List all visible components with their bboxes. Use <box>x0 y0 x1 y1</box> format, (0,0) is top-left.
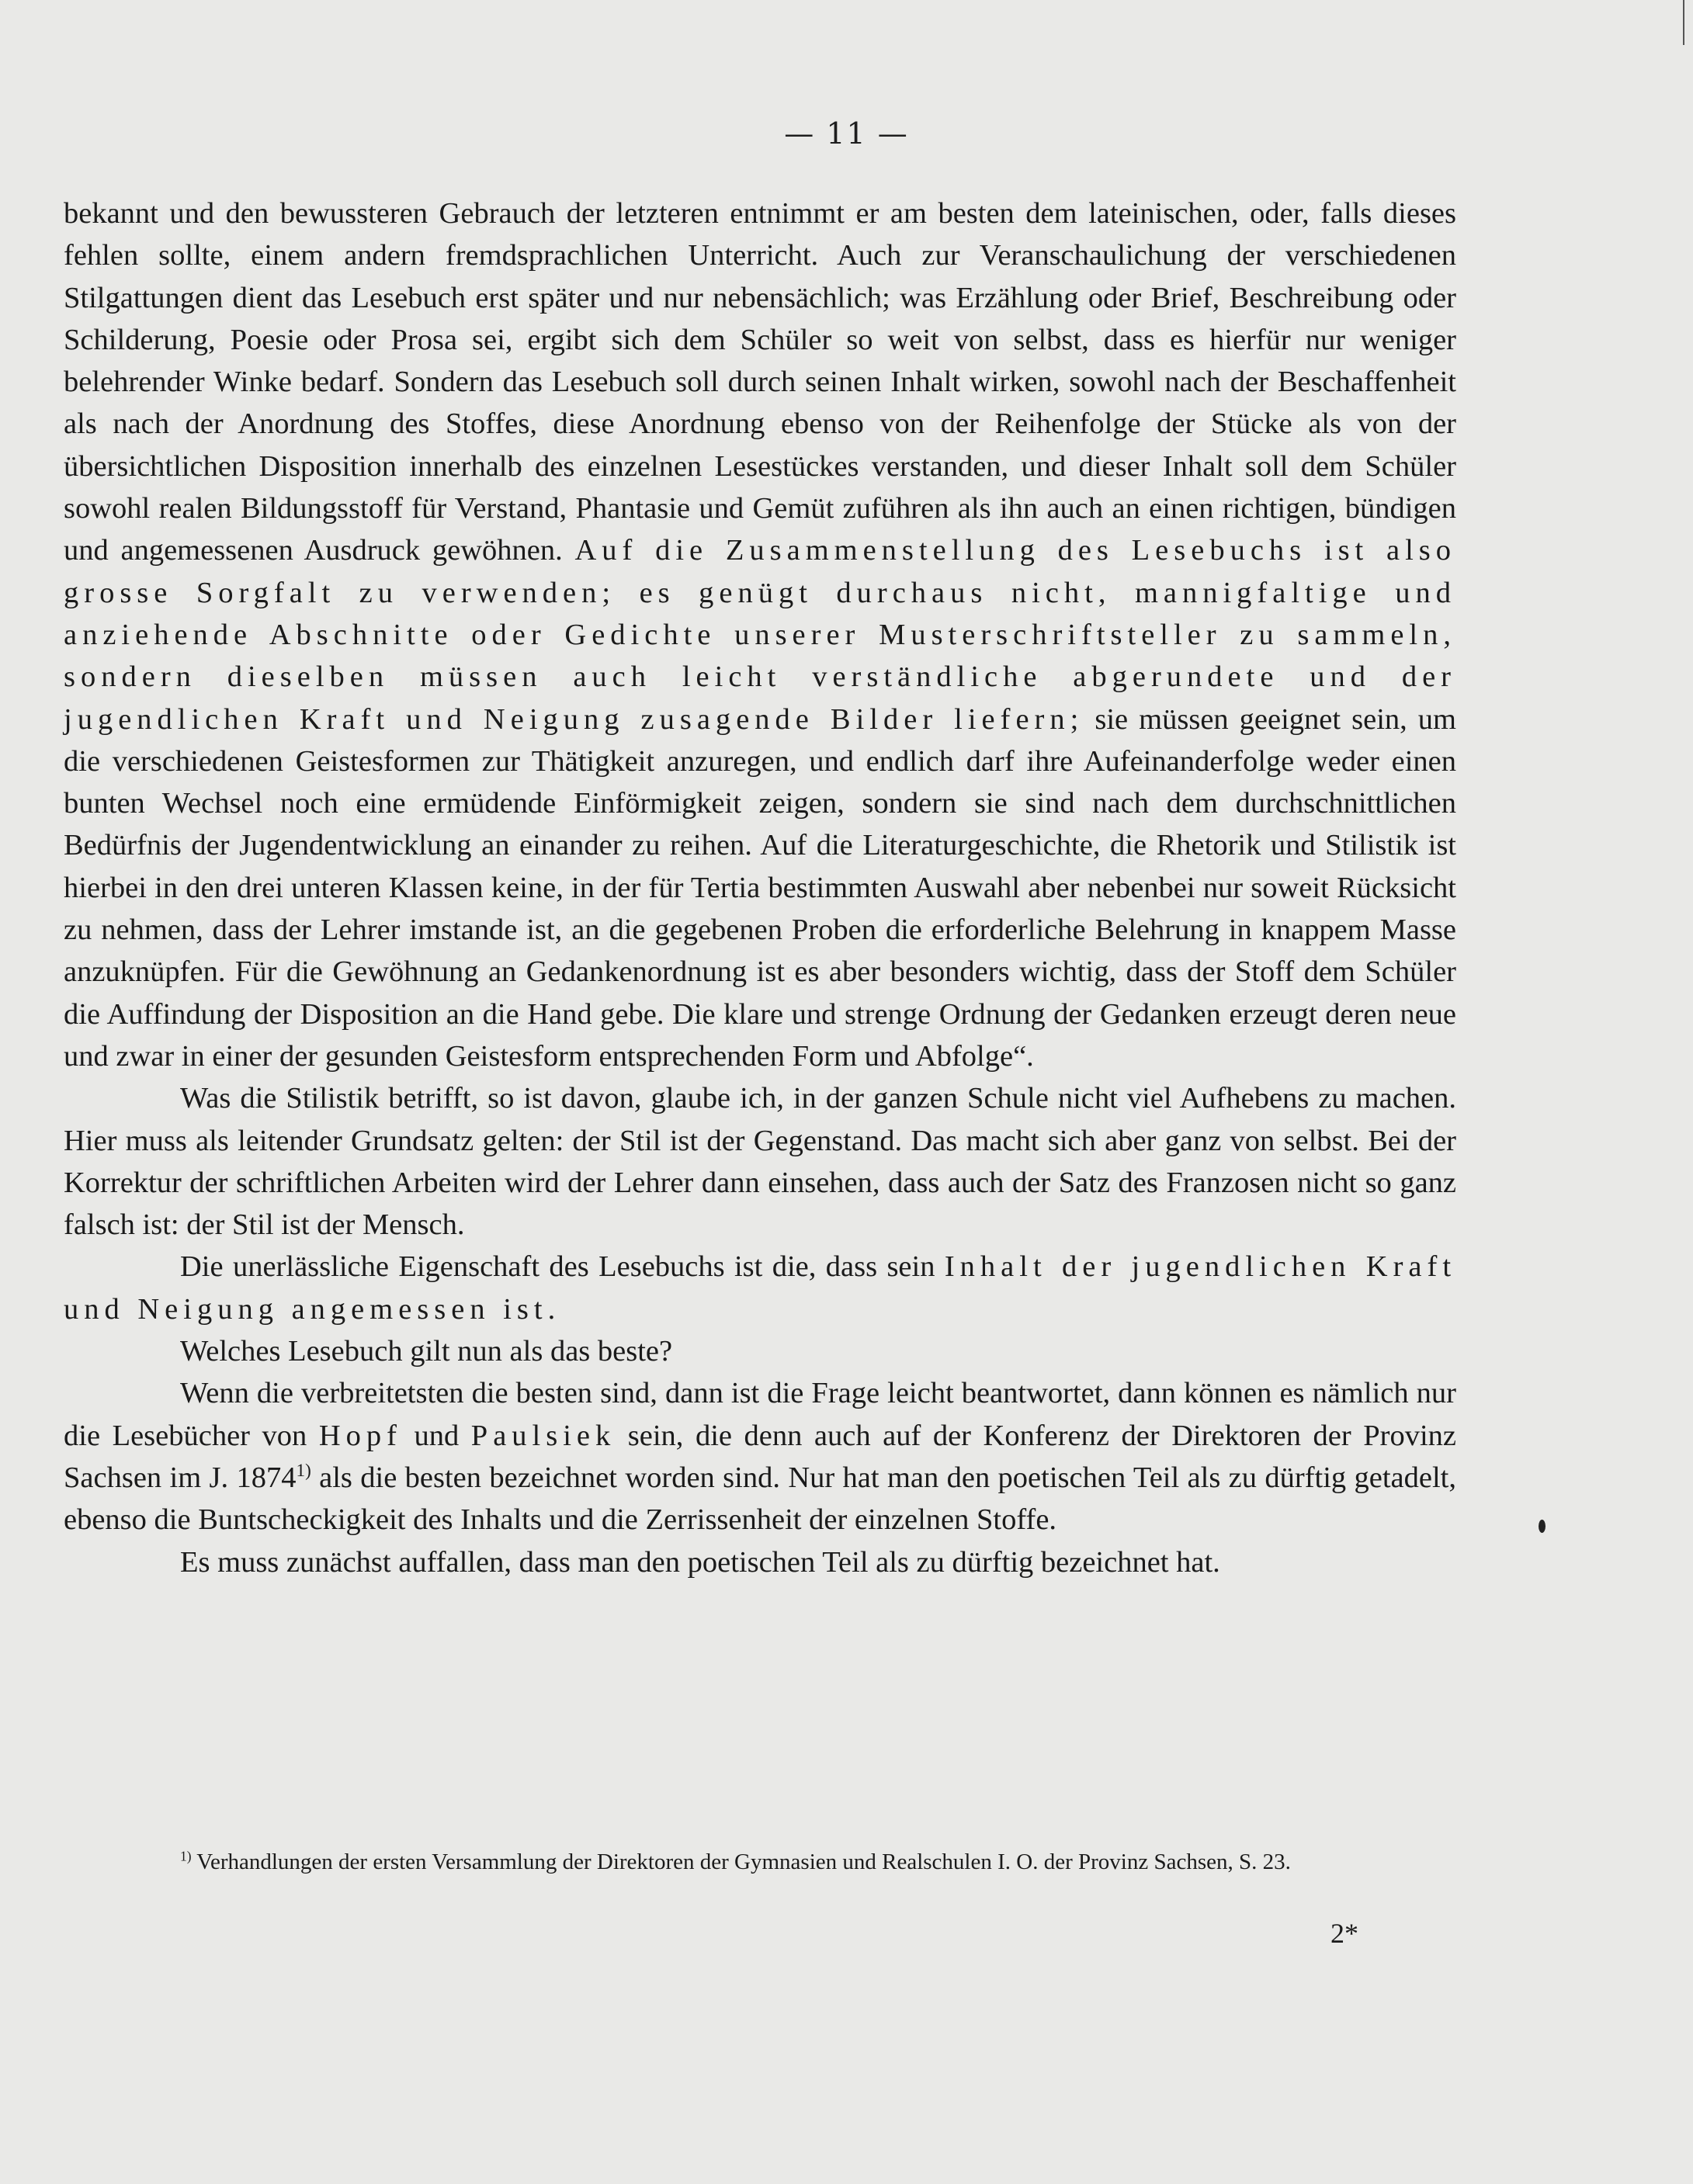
text-segment: Die unerlässliche Eigenschaft des Lesebuchs ist die, dass sein <box>180 1250 945 1284</box>
margin-dot <box>1539 1520 1546 1533</box>
spaced-emphasis: Inhalt der jugendlichen Kraft und Neigung angemessen ist. <box>64 1250 1457 1326</box>
paragraph <box>64 1077 1456 1246</box>
text-segment: Welches Lesebuch gilt nun als das beste? <box>180 1335 673 1368</box>
paragraph <box>64 1246 1456 1330</box>
paragraph <box>64 192 1456 1077</box>
footnote-marker: 1) <box>180 1848 192 1864</box>
text-segment: sie müssen geeignet sein, um die verschiedenen Geistesformen zur Thätigkeit anzuregen, und endlich darf ihre Aufeinanderfolge weder einen bunten Wechsel noch eine ermüdende Einförmigkeit zeigen, sondern sie sind nach dem durchschnittlichen Bedürfnis der Jugendentwicklung an einander zu reihen. Auf die Literaturgeschichte, die Rhetorik und Stilistik ist hierbei in den drei unteren Klassen keine, in der für Tertia bestimmten Auswahl aber nebenbei nur soweit Rücksicht zu nehmen, dass der Lehrer imstande ist, an die gegebenen Proben die erforderliche Belehrung in knappem Masse anzuknüpfen. Für die Gewöhnung an Gedankenordnung ist es aber besonders wichtig, dass der Stoff dem Schüler die Auffindung der Disposition an die Hand gebe. Die klare und strenge Ordnung der Gedanken erzeugt deren neue und zwar in einer der gesunden Geistesform entsprechenden Form und Abfolge“. <box>64 702 1456 1073</box>
text-segment: als die besten bezeichnet worden sind. Nur hat man den poetischen Teil als zu dürftig getadelt, ebenso die Buntscheckigkeit des Inhalts und die Zerrissenheit der einzelnen Stoffe. <box>64 1461 1456 1537</box>
text-segment: sein, die denn auch auf der Konferenz der Direktoren der Provinz Sachsen im J. 1874 <box>64 1419 1456 1494</box>
footnote-1 <box>64 1846 1456 1879</box>
spaced-emphasis: Auf die Zusammenstellung des Lesebuchs ist also grosse Sorgfalt zu verwenden; es genügt durchaus nicht, mannigfaltige und anziehende Abschnitte oder Gedichte unserer Musterschriftsteller zu sammeln, sondern dieselben müssen auch leicht verständliche abgerundete und der jugendlichen Kraft und Neigung zusagende Bilder liefern; <box>64 534 1456 736</box>
paragraph <box>64 1372 1456 1541</box>
footnotes <box>64 1846 1456 1879</box>
footnote-text: Verhandlungen der ersten Versammlung der Direktoren der Gymnasien und Realschulen I. O. der Provinz Sachsen, S. 23. <box>191 1849 1291 1874</box>
spaced-emphasis: Hopf <box>318 1419 402 1452</box>
text-segment: Es muss zunächst auffallen, dass man den poetischen Teil als zu dürftig bezeichnet hat. <box>180 1545 1220 1579</box>
edge-mark <box>1683 0 1684 45</box>
footnote-reference: 1) <box>296 1460 311 1481</box>
text-segment: Was die Stilistik betrifft, so ist davon, glaube ich, in der ganzen Schule nicht viel Aufhebens zu machen. Hier muss als leitender Grundsatz gelten: der Stil ist der Gegenstand. Das macht sich aber ganz von selbst. Bei der Korrektur der schriftlichen Arbeiten wird der Lehrer dann einsehen, dass auch der Satz des Franzosen nicht so ganz falsch ist: der Stil ist der Mensch. <box>64 1082 1456 1242</box>
signature-mark: 2* <box>1330 1918 1358 1949</box>
paragraph <box>64 1330 1456 1372</box>
page-number: — 11 — <box>784 116 909 151</box>
spaced-emphasis: Paulsiek <box>470 1419 616 1452</box>
text-segment: Wenn die verbreitetsten die besten sind, dann ist die Frage leicht beantwortet, dann können es nämlich nur die Lesebücher von <box>64 1377 1456 1452</box>
text-segment: und <box>401 1419 471 1452</box>
paragraph <box>64 1541 1456 1583</box>
body-text <box>64 192 1456 1583</box>
text-segment: bekannt und den bewussteren Gebrauch der letzteren entnimmt er am besten dem lateinischen, oder, falls dieses fehlen sollte, einem andern fremdsprachlichen Unterricht. Auch zur Veranschaulichung der verschiedenen Stilgattungen dient das Lesebuch erst später und nur nebensächlich; was Erzählung oder Brief, Beschreibung oder Schilderung, Poesie oder Prosa sei, ergibt sich dem Schüler so weit von selbst, dass es hierfür nur weniger belehrender Winke bedarf. Sondern das Lesebuch soll durch seinen Inhalt wirken, sowohl nach der Beschaffenheit als nach der Anordnung des Stoffes, diese Anordnung ebenso von der Reihenfolge der Stücke als von der übersichtlichen Disposition innerhalb des einzelnen Lesestückes verstanden, und dieser Inhalt soll dem Schüler sowohl realen Bildungsstoff für Verstand, Phantasie und Gemüt zuführen als ihn auch an einen richtigen, bündigen und angemessenen Ausdruck gewöhnen. <box>64 197 1456 567</box>
